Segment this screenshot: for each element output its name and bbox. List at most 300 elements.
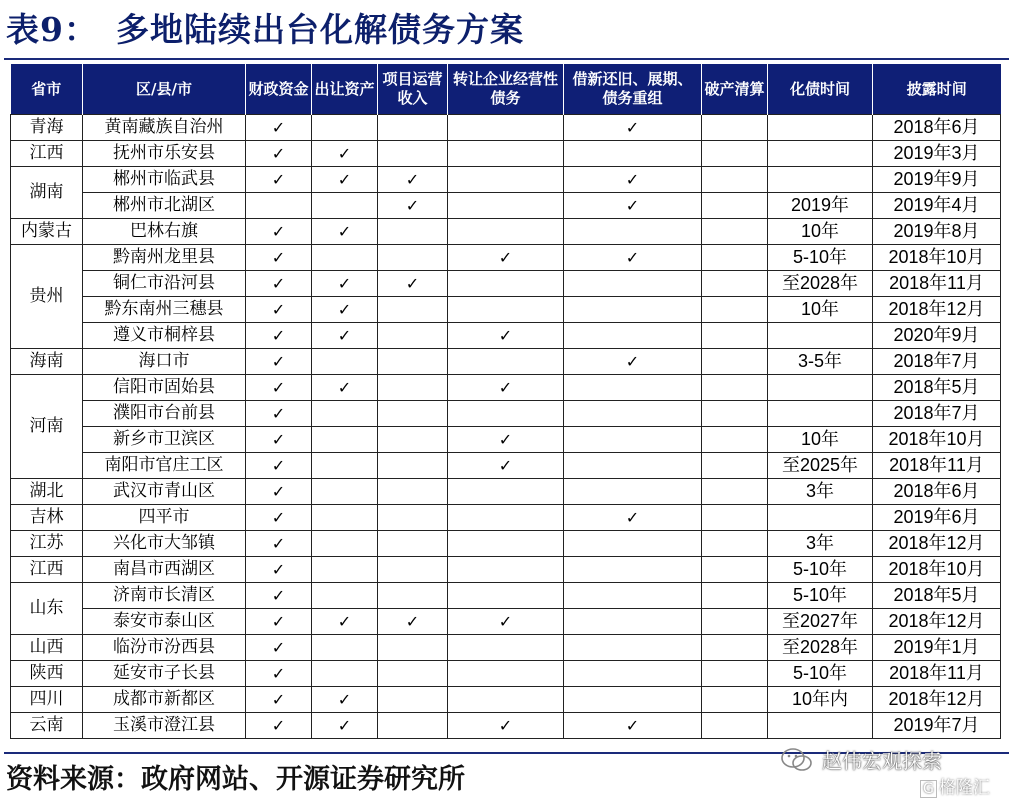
checkmark-icon: ✓ <box>498 430 513 449</box>
cell-province: 陕西 <box>11 661 83 687</box>
cell-bankruptcy <box>702 167 768 193</box>
cell-province: 山东 <box>11 583 83 635</box>
cell-asset-sale <box>312 167 378 193</box>
checkmark-icon: ✓ <box>337 716 352 735</box>
cell-resolution-period: 5-10年 <box>768 661 873 687</box>
cell-disclosure-date: 2020年9月 <box>873 323 1001 349</box>
cell-transfer-debt <box>448 323 564 349</box>
cell-disclosure-date: 2018年6月 <box>873 479 1001 505</box>
cell-project-income <box>378 557 448 583</box>
cell-project-income <box>378 635 448 661</box>
table-row <box>11 479 1001 505</box>
cell-bankruptcy <box>702 375 768 401</box>
cell-county: 济南市长清区 <box>83 583 246 609</box>
cell-fiscal-funds <box>246 193 312 219</box>
table-row <box>11 115 1001 141</box>
source-note: 资料来源：政府网站、开源证券研究所 <box>6 764 465 795</box>
cell-fiscal-funds <box>246 609 312 635</box>
cell-disclosure-date: 2019年1月 <box>873 635 1001 661</box>
cell-fiscal-funds <box>246 323 312 349</box>
cell-county: 抚州市乐安县 <box>83 141 246 167</box>
cell-project-income <box>378 167 448 193</box>
table-row <box>11 401 1001 427</box>
cell-fiscal-funds <box>246 505 312 531</box>
cell-transfer-debt <box>448 661 564 687</box>
cell-fiscal-funds <box>246 245 312 271</box>
cell-asset-sale <box>312 453 378 479</box>
cell-disclosure-date: 2018年12月 <box>873 687 1001 713</box>
cell-transfer-debt <box>448 375 564 401</box>
table-title <box>6 4 524 56</box>
cell-refinance <box>564 245 702 271</box>
cell-county: 临汾市汾西县 <box>83 635 246 661</box>
checkmark-icon: ✓ <box>271 482 286 501</box>
checkmark-icon: ✓ <box>271 560 286 579</box>
cell-resolution-period <box>768 401 873 427</box>
cell-disclosure-date: 2018年7月 <box>873 349 1001 375</box>
cell-disclosure-date: 2018年10月 <box>873 245 1001 271</box>
cell-transfer-debt <box>448 609 564 635</box>
table-row <box>11 687 1001 713</box>
cell-disclosure-date: 2018年10月 <box>873 557 1001 583</box>
checkmark-icon: ✓ <box>405 170 420 189</box>
cell-resolution-period: 5-10年 <box>768 583 873 609</box>
checkmark-icon: ✓ <box>337 300 352 319</box>
cell-transfer-debt <box>448 245 564 271</box>
cell-refinance <box>564 219 702 245</box>
cell-transfer-debt <box>448 141 564 167</box>
cell-transfer-debt <box>448 297 564 323</box>
cell-transfer-debt <box>448 557 564 583</box>
cell-bankruptcy <box>702 531 768 557</box>
cell-resolution-period <box>768 141 873 167</box>
cell-resolution-period: 3年 <box>768 531 873 557</box>
cell-fiscal-funds <box>246 167 312 193</box>
cell-fiscal-funds <box>246 557 312 583</box>
cell-project-income <box>378 193 448 219</box>
cell-county: 新乡市卫滨区 <box>83 427 246 453</box>
checkmark-icon: ✓ <box>271 326 286 345</box>
checkmark-icon: ✓ <box>337 326 352 345</box>
checkmark-icon: ✓ <box>498 612 513 631</box>
cell-resolution-period: 2019年 <box>768 193 873 219</box>
cell-refinance <box>564 583 702 609</box>
cell-refinance <box>564 167 702 193</box>
watermark-account: 赵伟宏观探索 <box>822 749 942 773</box>
cell-province: 贵州 <box>11 245 83 349</box>
header-county: 区/县/市 <box>83 64 246 115</box>
cell-transfer-debt <box>448 115 564 141</box>
cell-fiscal-funds <box>246 479 312 505</box>
cell-fiscal-funds <box>246 531 312 557</box>
cell-disclosure-date: 2019年7月 <box>873 713 1001 739</box>
table-row <box>11 505 1001 531</box>
cell-project-income <box>378 427 448 453</box>
cell-bankruptcy <box>702 427 768 453</box>
checkmark-icon: ✓ <box>498 248 513 267</box>
cell-county: 延安市子长县 <box>83 661 246 687</box>
cell-bankruptcy <box>702 219 768 245</box>
cell-fiscal-funds <box>246 375 312 401</box>
cell-province: 江西 <box>11 141 83 167</box>
cell-asset-sale <box>312 401 378 427</box>
cell-county: 郴州市临武县 <box>83 167 246 193</box>
cell-province: 江西 <box>11 557 83 583</box>
cell-bankruptcy <box>702 323 768 349</box>
checkmark-icon: ✓ <box>337 378 352 397</box>
cell-province: 四川 <box>11 687 83 713</box>
cell-county: 巴林右旗 <box>83 219 246 245</box>
cell-asset-sale <box>312 427 378 453</box>
cell-project-income <box>378 349 448 375</box>
cell-bankruptcy <box>702 479 768 505</box>
cell-asset-sale <box>312 713 378 739</box>
cell-resolution-period: 5-10年 <box>768 557 873 583</box>
header-province: 省市 <box>11 64 83 115</box>
table-row <box>11 219 1001 245</box>
cell-fiscal-funds <box>246 427 312 453</box>
cell-asset-sale <box>312 505 378 531</box>
cell-refinance <box>564 297 702 323</box>
cell-disclosure-date: 2018年11月 <box>873 661 1001 687</box>
checkmark-icon: ✓ <box>337 170 352 189</box>
cell-asset-sale <box>312 375 378 401</box>
checkmark-icon: ✓ <box>337 222 352 241</box>
cell-project-income <box>378 323 448 349</box>
cell-asset-sale <box>312 635 378 661</box>
cell-resolution-period <box>768 323 873 349</box>
cell-asset-sale <box>312 245 378 271</box>
cell-county: 海口市 <box>83 349 246 375</box>
cell-resolution-period <box>768 167 873 193</box>
cell-asset-sale <box>312 583 378 609</box>
header-row <box>11 64 1001 115</box>
cell-disclosure-date: 2018年11月 <box>873 271 1001 297</box>
cell-resolution-period <box>768 713 873 739</box>
cell-province: 江苏 <box>11 531 83 557</box>
cell-transfer-debt <box>448 713 564 739</box>
table-row <box>11 635 1001 661</box>
cell-refinance <box>564 661 702 687</box>
wechat-logo-icon <box>780 746 814 774</box>
checkmark-icon: ✓ <box>625 508 640 527</box>
cell-province: 内蒙古 <box>11 219 83 245</box>
checkmark-icon: ✓ <box>271 404 286 423</box>
cell-refinance <box>564 375 702 401</box>
cell-county: 玉溪市澄江县 <box>83 713 246 739</box>
cell-project-income <box>378 531 448 557</box>
cell-refinance <box>564 271 702 297</box>
cell-bankruptcy <box>702 401 768 427</box>
cell-project-income <box>378 687 448 713</box>
table-row <box>11 713 1001 739</box>
checkmark-icon: ✓ <box>625 118 640 137</box>
cell-refinance <box>564 687 702 713</box>
cell-refinance <box>564 427 702 453</box>
watermark-site-text: 格隆汇 <box>938 778 990 798</box>
cell-asset-sale <box>312 271 378 297</box>
checkmark-icon: ✓ <box>337 144 352 163</box>
cell-project-income <box>378 661 448 687</box>
checkmark-icon: ✓ <box>625 352 640 371</box>
checkmark-icon: ✓ <box>271 222 286 241</box>
cell-bankruptcy <box>702 609 768 635</box>
cell-fiscal-funds <box>246 141 312 167</box>
cell-disclosure-date: 2018年12月 <box>873 297 1001 323</box>
checkmark-icon: ✓ <box>271 300 286 319</box>
cell-transfer-debt <box>448 193 564 219</box>
cell-disclosure-date: 2019年8月 <box>873 219 1001 245</box>
checkmark-icon: ✓ <box>625 170 640 189</box>
cell-county: 南昌市西湖区 <box>83 557 246 583</box>
cell-disclosure-date: 2019年6月 <box>873 505 1001 531</box>
checkmark-icon: ✓ <box>498 716 513 735</box>
header-asset-sale: 出让资产 <box>312 64 378 115</box>
debt-resolution-table <box>10 64 1001 739</box>
cell-county: 泰安市泰山区 <box>83 609 246 635</box>
cell-asset-sale <box>312 609 378 635</box>
checkmark-icon: ✓ <box>498 456 513 475</box>
cell-bankruptcy <box>702 193 768 219</box>
checkmark-icon: ✓ <box>498 326 513 345</box>
cell-refinance <box>564 557 702 583</box>
cell-project-income <box>378 297 448 323</box>
cell-project-income <box>378 271 448 297</box>
cell-asset-sale <box>312 531 378 557</box>
cell-disclosure-date: 2018年5月 <box>873 583 1001 609</box>
cell-county: 黔东南州三穗县 <box>83 297 246 323</box>
cell-asset-sale <box>312 297 378 323</box>
gelonghui-logo-icon: G <box>920 780 937 798</box>
cell-county: 兴化市大邹镇 <box>83 531 246 557</box>
cell-asset-sale <box>312 115 378 141</box>
cell-refinance <box>564 531 702 557</box>
cell-disclosure-date: 2018年7月 <box>873 401 1001 427</box>
top-rule <box>4 58 1009 60</box>
checkmark-icon: ✓ <box>625 248 640 267</box>
checkmark-icon: ✓ <box>271 378 286 397</box>
cell-resolution-period: 至2027年 <box>768 609 873 635</box>
cell-disclosure-date: 2019年9月 <box>873 167 1001 193</box>
table-row <box>11 557 1001 583</box>
cell-refinance <box>564 193 702 219</box>
cell-fiscal-funds <box>246 115 312 141</box>
table-row <box>11 193 1001 219</box>
cell-disclosure-date: 2018年5月 <box>873 375 1001 401</box>
cell-resolution-period: 10年内 <box>768 687 873 713</box>
cell-county: 黄南藏族自治州 <box>83 115 246 141</box>
cell-project-income <box>378 375 448 401</box>
cell-fiscal-funds <box>246 687 312 713</box>
cell-bankruptcy <box>702 713 768 739</box>
cell-resolution-period: 5-10年 <box>768 245 873 271</box>
cell-resolution-period: 3年 <box>768 479 873 505</box>
cell-bankruptcy <box>702 635 768 661</box>
cell-project-income <box>378 115 448 141</box>
cell-province: 海南 <box>11 349 83 375</box>
cell-asset-sale <box>312 479 378 505</box>
cell-fiscal-funds <box>246 297 312 323</box>
cell-refinance <box>564 141 702 167</box>
cell-province: 湖南 <box>11 167 83 219</box>
cell-province: 湖北 <box>11 479 83 505</box>
checkmark-icon: ✓ <box>271 248 286 267</box>
table-title-text: 多地陆续出台化解债务方案 <box>115 10 524 49</box>
cell-refinance <box>564 609 702 635</box>
cell-bankruptcy <box>702 453 768 479</box>
cell-disclosure-date: 2018年10月 <box>873 427 1001 453</box>
cell-asset-sale <box>312 557 378 583</box>
cell-resolution-period <box>768 375 873 401</box>
cell-asset-sale <box>312 661 378 687</box>
cell-province: 河南 <box>11 375 83 479</box>
checkmark-icon: ✓ <box>271 716 286 735</box>
checkmark-icon: ✓ <box>337 690 352 709</box>
header-bankruptcy: 破产清算 <box>702 64 768 115</box>
cell-bankruptcy <box>702 661 768 687</box>
cell-transfer-debt <box>448 219 564 245</box>
cell-bankruptcy <box>702 687 768 713</box>
cell-transfer-debt <box>448 505 564 531</box>
cell-fiscal-funds <box>246 453 312 479</box>
cell-asset-sale <box>312 687 378 713</box>
cell-bankruptcy <box>702 115 768 141</box>
cell-refinance <box>564 115 702 141</box>
checkmark-icon: ✓ <box>405 274 420 293</box>
cell-project-income <box>378 141 448 167</box>
table-row <box>11 375 1001 401</box>
cell-refinance <box>564 349 702 375</box>
checkmark-icon: ✓ <box>405 612 420 631</box>
table-row <box>11 167 1001 193</box>
table-row <box>11 583 1001 609</box>
cell-province: 山西 <box>11 635 83 661</box>
cell-disclosure-date: 2019年4月 <box>873 193 1001 219</box>
cell-asset-sale <box>312 141 378 167</box>
cell-bankruptcy <box>702 141 768 167</box>
cell-county: 武汉市青山区 <box>83 479 246 505</box>
cell-county: 信阳市固始县 <box>83 375 246 401</box>
cell-refinance <box>564 713 702 739</box>
header-transfer-debt: 转让企业经营性债务 <box>448 64 564 115</box>
cell-project-income <box>378 401 448 427</box>
cell-resolution-period: 3-5年 <box>768 349 873 375</box>
cell-project-income <box>378 245 448 271</box>
cell-resolution-period: 10年 <box>768 219 873 245</box>
cell-fiscal-funds <box>246 349 312 375</box>
cell-resolution-period: 10年 <box>768 297 873 323</box>
checkmark-icon: ✓ <box>271 118 286 137</box>
table-row <box>11 297 1001 323</box>
checkmark-icon: ✓ <box>271 612 286 631</box>
cell-disclosure-date: 2018年6月 <box>873 115 1001 141</box>
table-row <box>11 427 1001 453</box>
cell-resolution-period: 至2028年 <box>768 271 873 297</box>
table-row <box>11 349 1001 375</box>
table-row <box>11 141 1001 167</box>
cell-province: 青海 <box>11 115 83 141</box>
cell-transfer-debt <box>448 427 564 453</box>
table-row <box>11 661 1001 687</box>
checkmark-icon: ✓ <box>271 430 286 449</box>
table-row <box>11 323 1001 349</box>
cell-project-income <box>378 479 448 505</box>
cell-resolution-period: 至2028年 <box>768 635 873 661</box>
cell-transfer-debt <box>448 401 564 427</box>
checkmark-icon: ✓ <box>271 586 286 605</box>
cell-disclosure-date: 2018年12月 <box>873 609 1001 635</box>
cell-project-income <box>378 219 448 245</box>
checkmark-icon: ✓ <box>271 664 286 683</box>
checkmark-icon: ✓ <box>337 274 352 293</box>
cell-project-income <box>378 713 448 739</box>
checkmark-icon: ✓ <box>271 144 286 163</box>
cell-transfer-debt <box>448 167 564 193</box>
cell-bankruptcy <box>702 583 768 609</box>
table-body <box>11 115 1001 739</box>
checkmark-icon: ✓ <box>271 534 286 553</box>
cell-bankruptcy <box>702 271 768 297</box>
cell-transfer-debt <box>448 349 564 375</box>
cell-refinance <box>564 453 702 479</box>
cell-county: 四平市 <box>83 505 246 531</box>
checkmark-icon: ✓ <box>271 352 286 371</box>
cell-asset-sale <box>312 219 378 245</box>
header-fiscal-funds: 财政资金 <box>246 64 312 115</box>
cell-transfer-debt <box>448 687 564 713</box>
cell-county: 濮阳市台前县 <box>83 401 246 427</box>
cell-asset-sale <box>312 323 378 349</box>
header-refinance: 借新还旧、展期、债务重组 <box>564 64 702 115</box>
cell-fiscal-funds <box>246 401 312 427</box>
cell-transfer-debt <box>448 271 564 297</box>
cell-county: 黔南州龙里县 <box>83 245 246 271</box>
cell-project-income <box>378 453 448 479</box>
cell-county: 郴州市北湖区 <box>83 193 246 219</box>
checkmark-icon: ✓ <box>498 378 513 397</box>
cell-transfer-debt <box>448 583 564 609</box>
watermark-site <box>920 776 990 800</box>
cell-province: 吉林 <box>11 505 83 531</box>
cell-resolution-period: 10年 <box>768 427 873 453</box>
cell-refinance <box>564 505 702 531</box>
table-row <box>11 245 1001 271</box>
cell-project-income <box>378 583 448 609</box>
cell-refinance <box>564 635 702 661</box>
cell-resolution-period: 至2025年 <box>768 453 873 479</box>
cell-fiscal-funds <box>246 583 312 609</box>
cell-county: 遵义市桐梓县 <box>83 323 246 349</box>
cell-refinance <box>564 479 702 505</box>
cell-fiscal-funds <box>246 219 312 245</box>
cell-transfer-debt <box>448 453 564 479</box>
checkmark-icon: ✓ <box>271 456 286 475</box>
table-row <box>11 453 1001 479</box>
table-row <box>11 531 1001 557</box>
cell-refinance <box>564 401 702 427</box>
header-resolution-period: 化债时间 <box>768 64 873 115</box>
cell-resolution-period <box>768 505 873 531</box>
header-disclosure-date: 披露时间 <box>873 64 1001 115</box>
table-row <box>11 271 1001 297</box>
cell-project-income <box>378 505 448 531</box>
cell-bankruptcy <box>702 297 768 323</box>
cell-project-income <box>378 609 448 635</box>
cell-county: 成都市新都区 <box>83 687 246 713</box>
cell-bankruptcy <box>702 505 768 531</box>
checkmark-icon: ✓ <box>271 638 286 657</box>
cell-fiscal-funds <box>246 661 312 687</box>
